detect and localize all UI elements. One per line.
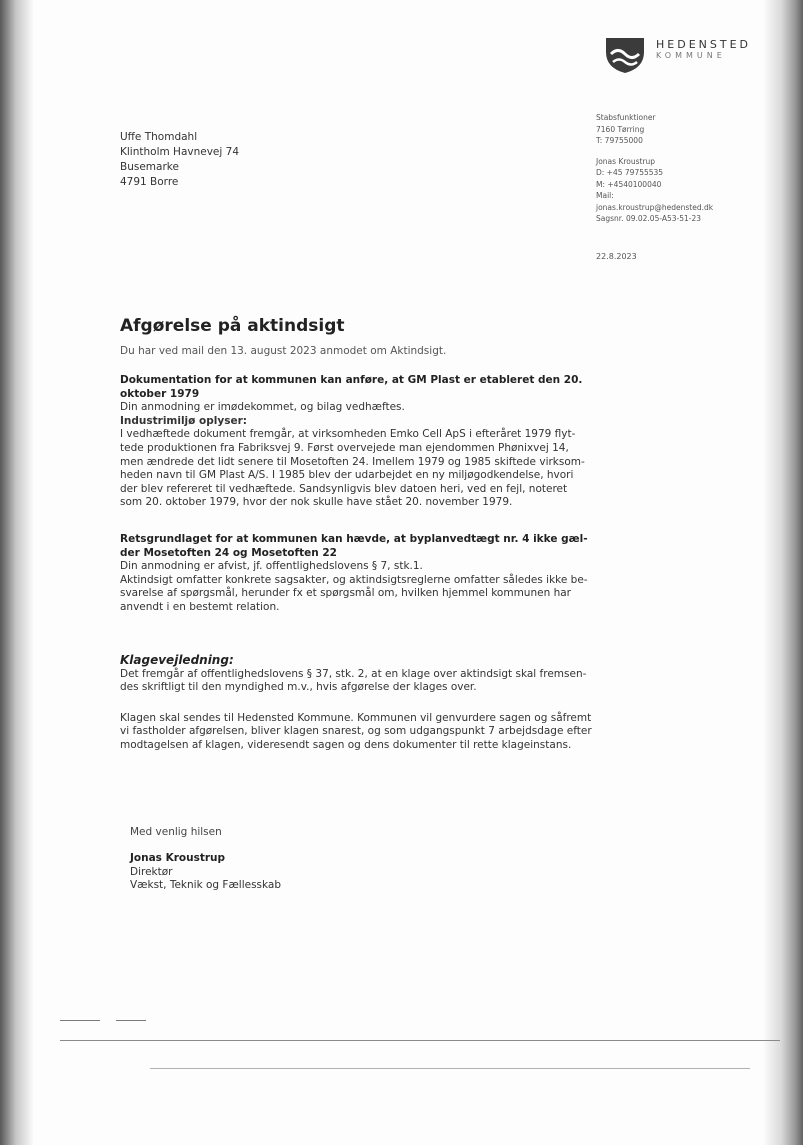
scan-shadow-left [0,0,34,1145]
section-heading: Klagevejledning: [120,653,234,667]
paragraph-line: Det fremgår af offentlighedslovens § 37, stk. 2, at en klage over aktindsigt skal fremsen- [120,667,587,680]
logo-subtitle: KOMMUNE [656,51,726,60]
paragraph-line: tede produktionen fra Fabriksvej 9. Først overvejede man ejendommen Phønixvej 14, [120,441,569,454]
paragraph-line: Klagen skal sendes til Hedensted Kommune. Kommunen vil genvurdere sagen og såfremt [120,711,592,724]
section-heading: der Mosetoften 24 og Mosetoften 22 [120,546,337,559]
section-heading: Retsgrundlaget for at kommunen kan hævde, at byplanvedtægt nr. 4 ikke gæl- [120,533,588,545]
municipality-crest-icon [604,34,646,74]
sender-contact-line: M: +4540100040 [596,179,662,189]
section-heading: Dokumentation for at kommunen kan anføre, at GM Plast er etableret den 20. [120,374,583,386]
paragraph-line: der blev refereret til vedhæftede. Sandsynligvis blev datoen heri, ved en fejl, noteret [120,482,568,495]
sender-contact-line: D: +45 79755535 [596,168,664,177]
intro-text: Du har ved mail den 13. august 2023 anmodet om Aktindsigt. [120,345,447,357]
footer-rule [150,1068,750,1069]
closing-greeting: Med venlig hilsen [130,826,222,838]
sender-info [596,112,713,225]
scan-shadow-right [763,0,803,1145]
page-title: Afgørelse på aktindsigt [120,316,345,336]
sender-contact-line: Jonas Kroustrup [596,156,656,166]
paragraph-line: som 20. oktober 1979, hvor der nok skulle have stået 20. november 1979. [120,496,513,509]
paragraph-line: heden navn til GM Plast A/S. I 1985 blev der udarbejdet en ny miljøgodkendelse, hvori [120,469,574,482]
section-complaint-guidance [120,654,680,753]
paragraph-line: des skriftligt til den myndighed m.v., hvis afgørelse der klages over. [120,681,477,694]
logo-name: HEDENSTED [656,38,751,51]
signer-title: Direktør [130,865,173,878]
sender-contact-line: Mail: [596,191,614,200]
paragraph-line: svarelse af spørgsmål, herunder fx et spørgsmål om, hvilken hjemmel kommunen har [120,587,571,600]
footer-rule [60,1040,780,1041]
section-heading: oktober 1979 [120,387,200,400]
sender-email: jonas.kroustrup@hedensted.dk [596,202,714,212]
hedensted-logo [604,34,794,74]
paragraph-line: I vedhæftede dokument fremgår, at virksomheden Emko Cell ApS i efteråret 1979 flyt- [120,428,576,441]
recipient-line: Busemarke [120,161,179,173]
section-subheading: Industrimiljø oplyser: [120,414,247,427]
sender-office-line: T: 79755000 [596,136,643,145]
sender-office-line: Stabsfunktioner [596,113,656,122]
footer-rule [60,1020,100,1021]
sender-office-line: 7160 Tørring [596,124,645,134]
letter-date: 22.8.2023 [596,252,637,261]
paragraph-line: Aktindsigt omfatter konkrete sagsakter, og aktindsigtsreglerne omfatter således ikke be- [120,573,588,586]
signer-department: Vækst, Teknik og Fællesskab [130,879,282,891]
paragraph-line: vi fastholder afgørelsen, bliver klagen snarest, og som udgangspunkt 7 arbejdsdage efter [120,725,592,738]
paragraph-line: Din anmodning er imødekommet, og bilag vedhæftes. [120,401,405,414]
case-number: Sagsnr. 09.02.05-A53-51-23 [596,214,702,223]
recipient-line: Uffe Thomdahl [120,131,198,143]
section-documentation [120,374,680,510]
paragraph-line: anvendt i en bestemt relation. [120,600,280,613]
signature-block [130,852,281,893]
paragraph-line: men ændrede det lidt senere til Mosetoften 24. Imellem 1979 og 1985 skiftede virksom- [120,455,585,468]
footer-rule [116,1020,146,1021]
signer-name: Jonas Kroustrup [130,852,226,864]
recipient-line: 4791 Borre [120,176,179,188]
paragraph-line: Din anmodning er afvist, jf. offentlighedslovens § 7, stk.1. [120,560,423,573]
paragraph-line: modtagelsen af klagen, videresendt sagen og dens dokumenter til rette klageinstans. [120,738,572,751]
recipient-address [120,130,239,190]
recipient-line: Klintholm Havnevej 74 [120,146,240,158]
section-legal-basis [120,533,680,615]
